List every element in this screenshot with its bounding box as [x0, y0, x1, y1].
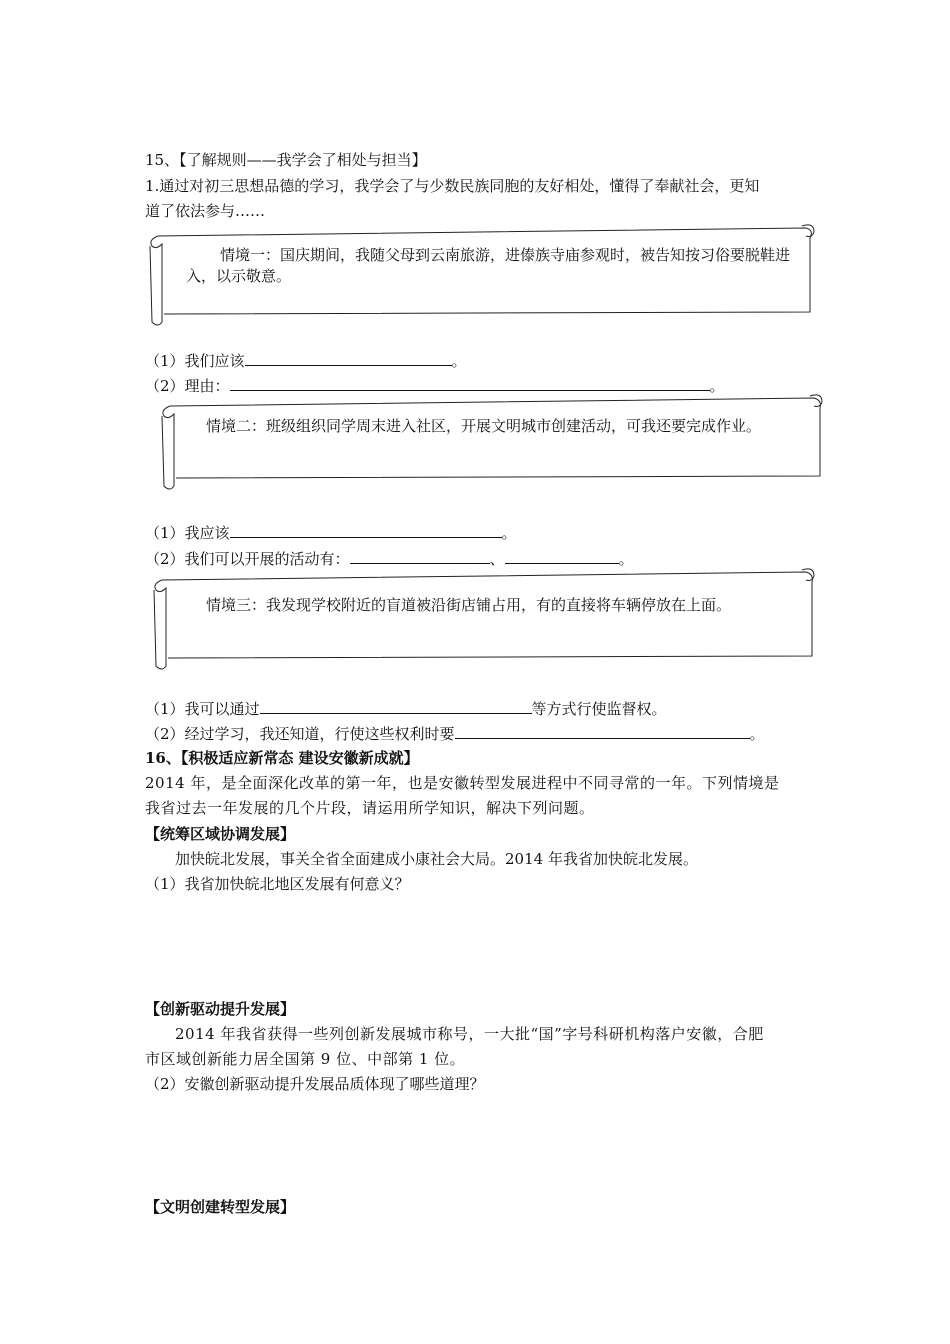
- scene1-q1-prefix: （1）我们应该: [145, 352, 245, 370]
- scene2-q2-answer-blank-1[interactable]: [350, 548, 490, 564]
- scene3-q1-prefix: （1）我可以通过: [145, 700, 260, 718]
- section2-text-line2: 市区域创新能力居全国第 9 位、中部第 1 位。: [145, 1050, 466, 1068]
- scroll-frame-3: [150, 566, 816, 672]
- scene1-q2-prefix: （2）理由：: [145, 377, 230, 395]
- scene2-q2-prefix: （2）我们可以开展的活动有：: [145, 550, 350, 568]
- section1-heading: 【统筹区域协调发展】: [145, 825, 296, 843]
- scene3-q2-answer-blank[interactable]: [455, 723, 750, 739]
- scene2-q2-answer-blank-2[interactable]: [505, 548, 619, 564]
- scene3-q2-suffix: 。: [749, 725, 765, 743]
- scene1-q2-answer-blank[interactable]: [230, 375, 710, 391]
- section1-text: 加快皖北发展，事关全省全面建成小康社会大局。2014 年我省加快皖北发展。: [175, 850, 698, 868]
- scene2-q1-answer-blank[interactable]: [230, 522, 502, 538]
- scene1-q1-suffix: 。: [451, 352, 467, 370]
- scene1-q1-answer-blank[interactable]: [245, 350, 452, 366]
- scene3-text: 情境三：我发现学校附近的盲道被沿街店铺占用，有的直接将车辆停放在上面。: [206, 596, 732, 614]
- section2-heading: 【创新驱动提升发展】: [145, 1000, 296, 1018]
- scene2-q2-separator: 、: [489, 550, 505, 568]
- q16-intro-line1: 2014 年，是全面深化改革的第一年，也是安徽转型发展进程中不同寻常的一年。下列情境是: [145, 774, 780, 792]
- scene1-text: 情境一：国庆期间，我随父母到云南旅游，进傣族寺庙参观时，被告知按习俗要脱鞋进入，以示敬意。: [186, 246, 791, 285]
- q16-intro-line2: 我省过去一年发展的几个片段，请运用所学知识，解决下列问题。: [145, 799, 595, 817]
- scroll-frame-2: [158, 392, 826, 492]
- section3-heading: 【文明创建转型发展】: [145, 1198, 296, 1216]
- scene3-q1-suffix: 等方式行使监督权。: [531, 700, 667, 718]
- scene1-q2-suffix: 。: [709, 377, 725, 395]
- section2-question: （2）安徽创新驱动提升发展品质体现了哪些道理？: [145, 1075, 485, 1093]
- scene2-q2-suffix: 。: [618, 550, 634, 568]
- section1-question: （1）我省加快皖北地区发展有何意义？: [145, 875, 410, 893]
- scene2-q1-suffix: 。: [501, 524, 517, 542]
- scene1-q1: [145, 350, 467, 372]
- scene2-text: 情境二：班级组织同学周末进入社区，开展文明城市创建活动，可我还要完成作业。: [206, 417, 762, 435]
- scene2-q1: [145, 522, 517, 544]
- q15-intro-line2: 道了依法参与……: [145, 202, 266, 220]
- q15-title: 15、【了解规则——我学会了相处与担当】: [145, 151, 427, 169]
- section2-text-line1: 2014 年我省获得一些列创新发展城市称号，一大批“国”字号科研机构落户安徽，合肥: [175, 1025, 764, 1043]
- q16-title: 16、【积极适应新常态 建设安徽新成就】: [145, 749, 419, 767]
- scene2-q1-prefix: （1）我应该: [145, 524, 230, 542]
- scene3-q2: [145, 723, 765, 745]
- q15-intro-line1: 1.通过对初三思想品德的学习，我学会了与少数民族同胞的友好相处，懂得了奉献社会，更知: [145, 177, 760, 195]
- scene3-q2-prefix: （2）经过学习，我还知道，行使这些权利时要: [145, 725, 455, 743]
- scene3-q1-answer-blank[interactable]: [260, 698, 532, 714]
- scene3-q1: [145, 698, 667, 720]
